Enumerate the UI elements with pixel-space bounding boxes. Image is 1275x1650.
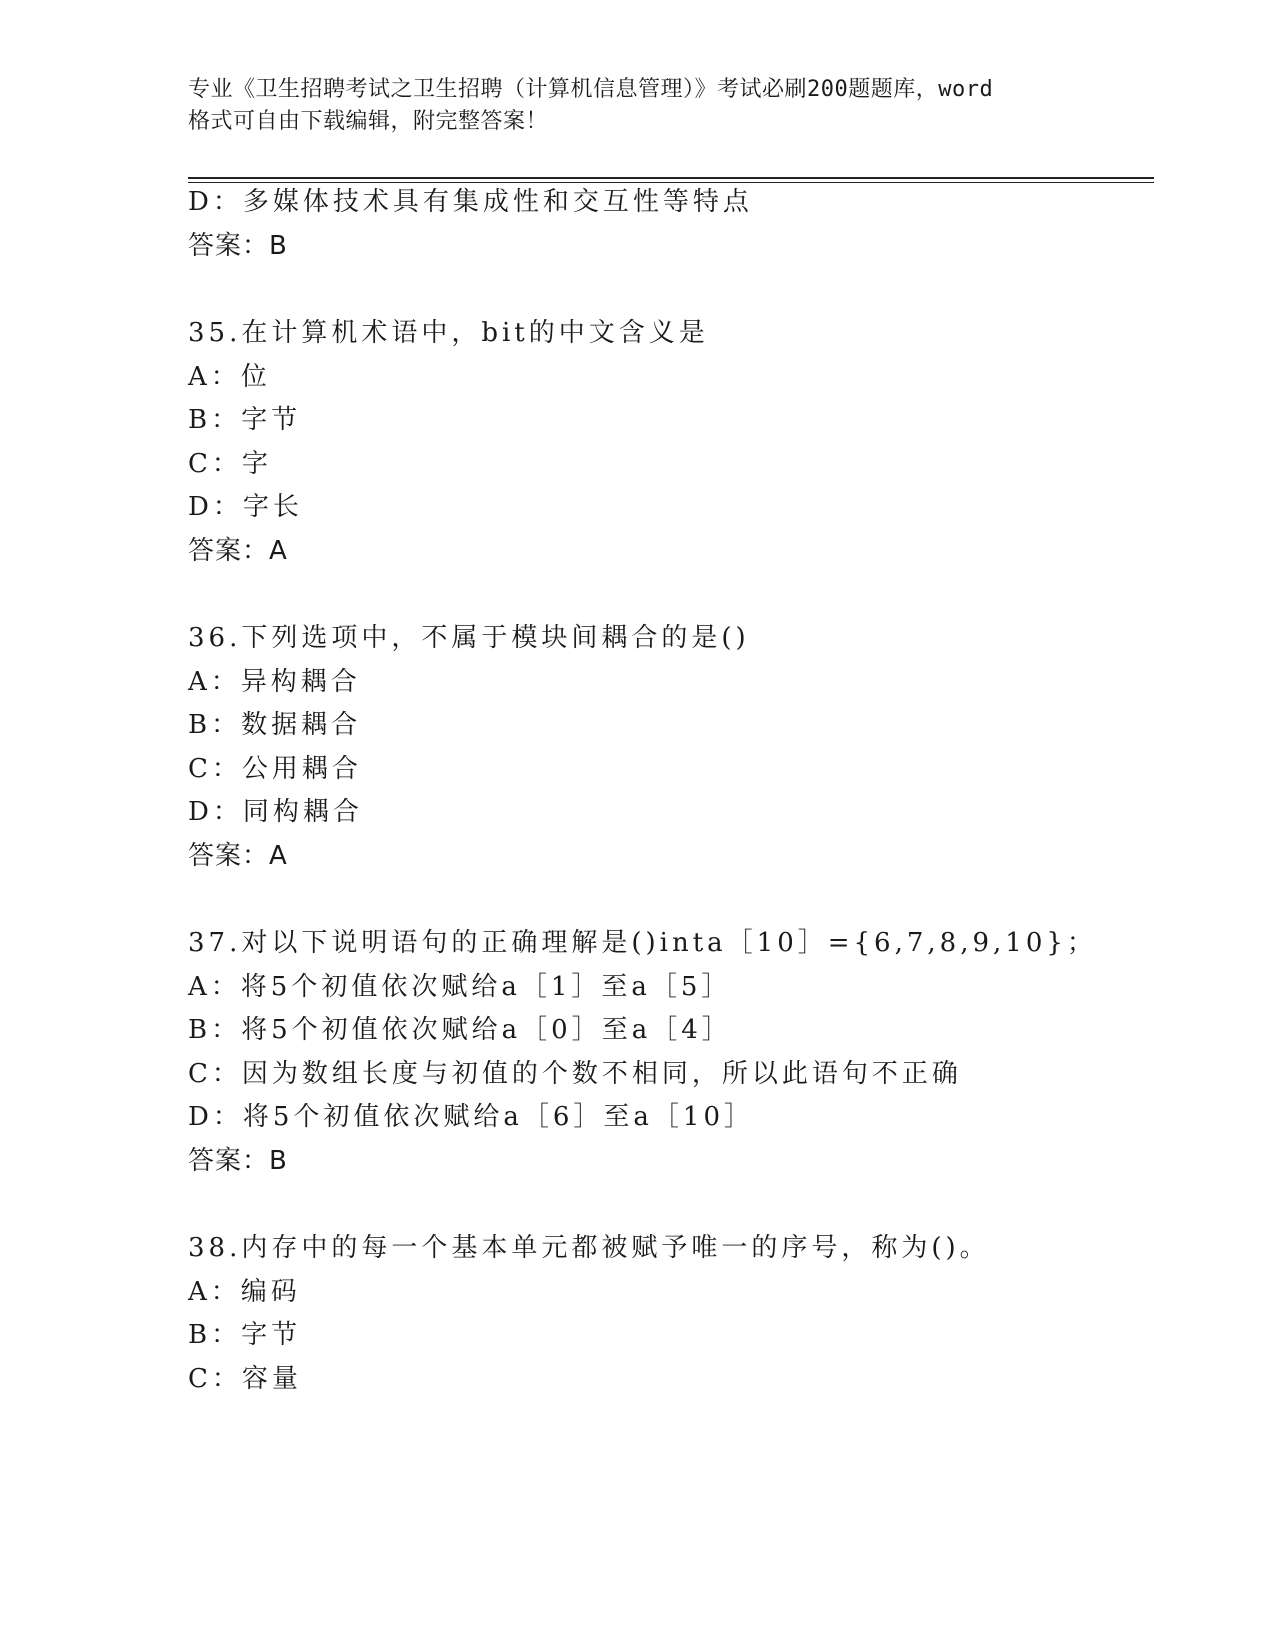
question-38-option-b: B：字节 [188,1320,302,1350]
header-rule-thin [188,182,1154,183]
header-rule-thick [188,177,1154,179]
question-36-option-b: B：数据耦合 [188,710,362,740]
question-35-option-a: A：位 [188,362,271,392]
prev-option-d: D：多媒体技术具有集成性和交互性等特点 [188,187,753,217]
question-36-answer: 答案：A [188,841,288,871]
question-38-option-a: A：编码 [188,1277,301,1307]
question-37-option-b: B：将5个初值依次赋给a［0］至a［4］ [188,1015,732,1045]
document-header [188,74,1088,138]
header-line-2: 格式可自由下载编辑，附完整答案！ [188,109,549,134]
question-35-option-b: B：字节 [188,405,302,435]
question-35-option-c: C：字 [188,449,272,479]
header-line-1: 专业《卫生招聘考试之卫生招聘（计算机信息管理）》考试必刷200题题库，word [188,77,994,102]
question-35-option-d: D：字长 [188,492,303,522]
question-36-option-d: D：同构耦合 [188,797,363,827]
question-36-option-c: C：公用耦合 [188,754,362,784]
question-36-option-a: A：异构耦合 [188,667,361,697]
question-37-option-d: D：将5个初值依次赋给a［6］至a［10］ [188,1102,755,1132]
question-36-stem: 36.下列选项中，不属于模块间耦合的是() [188,623,750,653]
question-35-stem: 35.在计算机术语中，bit的中文含义是 [188,318,709,348]
prev-answer: 答案：B [188,231,288,261]
question-37-option-a: A：将5个初值依次赋给a［1］至a［5］ [188,972,732,1002]
question-37-stem: 37.对以下说明语句的正确理解是()inta［10］={6,7,8,9,10}； [188,928,1097,958]
question-35-answer: 答案：A [188,536,288,566]
question-37-option-c: C：因为数组长度与初值的个数不相同，所以此语句不正确 [188,1059,962,1089]
question-37-answer: 答案：B [188,1146,288,1176]
question-38-option-c: C：容量 [188,1364,302,1394]
question-38-stem: 38.内存中的每一个基本单元都被赋予唯一的序号，称为()。 [188,1233,990,1263]
